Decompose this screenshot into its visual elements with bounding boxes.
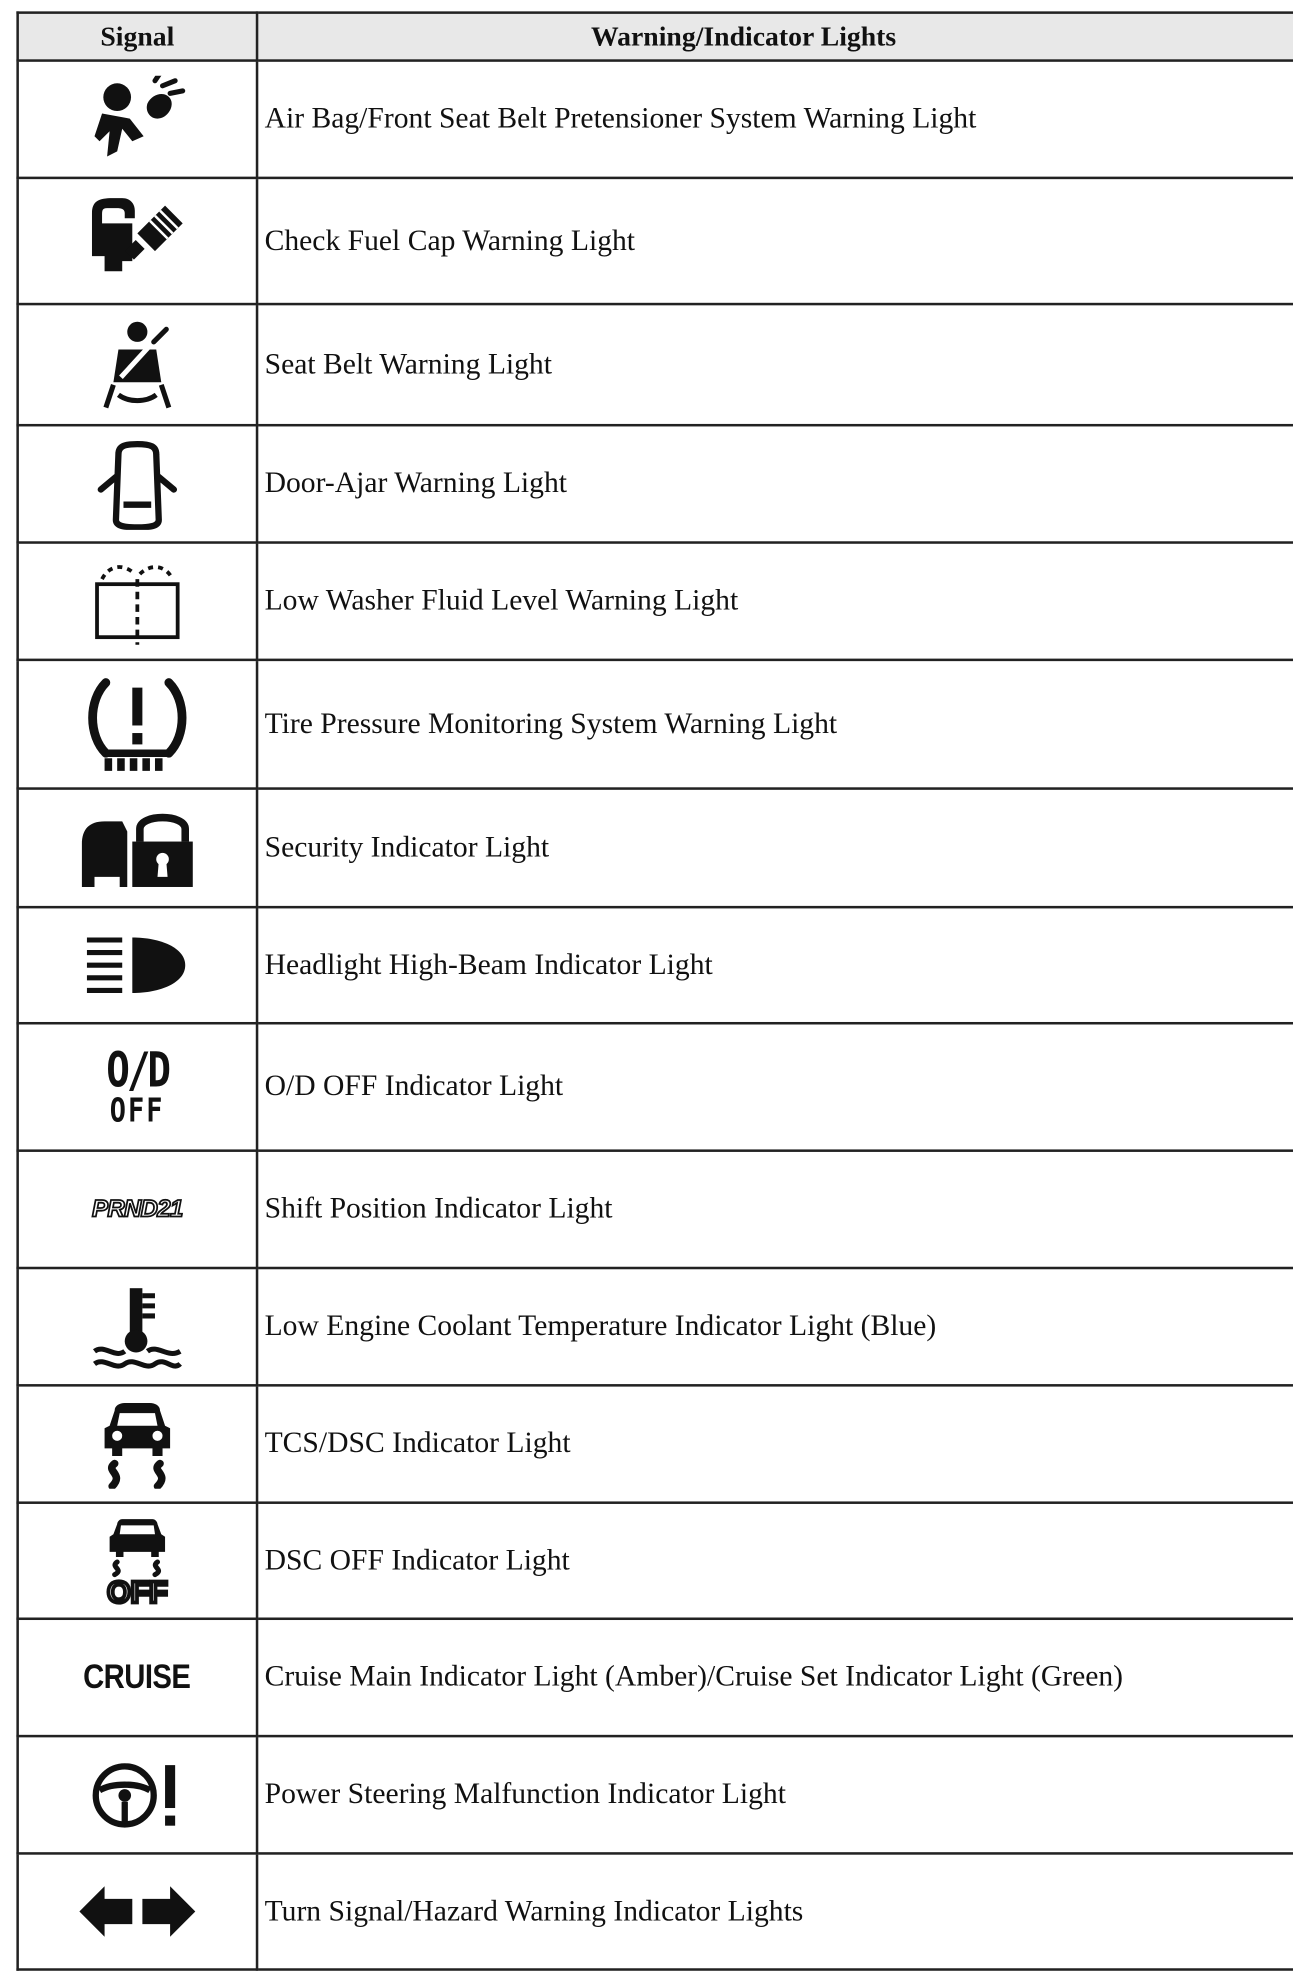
description-cell: Security Indicator Light xyxy=(257,789,1293,908)
signal-cell xyxy=(18,660,257,789)
table-row xyxy=(18,907,1293,1023)
description-cell: Seat Belt Warning Light xyxy=(257,304,1293,425)
power-steering-icon xyxy=(89,1759,185,1830)
signal-cell xyxy=(18,1853,257,1969)
airbag-icon xyxy=(87,75,188,163)
od-glyph-line2: OFF xyxy=(109,1092,165,1131)
signal-cell xyxy=(18,907,257,1023)
table-row xyxy=(18,543,1293,660)
dsc-off-icon xyxy=(89,1517,185,1605)
signal-cell xyxy=(18,1503,257,1619)
description-cell: Turn Signal/Hazard Warning Indicator Lights xyxy=(257,1853,1293,1969)
table-row xyxy=(18,1619,1293,1736)
seat-belt-icon xyxy=(93,319,181,410)
signal-cell xyxy=(18,61,257,178)
signal-cell xyxy=(18,1619,257,1736)
description-cell: TCS/DSC Indicator Light xyxy=(257,1385,1293,1502)
table-row xyxy=(18,425,1293,542)
signal-cell xyxy=(18,1385,257,1502)
table-row xyxy=(18,660,1293,789)
table-row xyxy=(18,304,1293,425)
turn-signal-icon xyxy=(77,1884,198,1940)
signal-cell xyxy=(18,1736,257,1853)
description-cell: Tire Pressure Monitoring System Warning Light xyxy=(257,660,1293,789)
od-off-icon xyxy=(106,1042,169,1131)
signal-cell xyxy=(18,178,257,304)
description-cell: Door-Ajar Warning Light xyxy=(257,425,1293,542)
description-cell: Check Fuel Cap Warning Light xyxy=(257,178,1293,304)
dsc-off-glyph: OFF xyxy=(107,1576,168,1605)
table-row xyxy=(18,1151,1293,1268)
signal-column-header: Signal xyxy=(18,13,257,61)
table-row xyxy=(18,1385,1293,1502)
coolant-temp-icon xyxy=(89,1283,185,1371)
description-cell: Low Washer Fluid Level Warning Light xyxy=(257,543,1293,660)
table-row xyxy=(18,1268,1293,1385)
description-cell: O/D OFF Indicator Light xyxy=(257,1023,1293,1150)
tire-pressure-icon xyxy=(83,675,191,773)
table-row xyxy=(18,61,1293,178)
signal-cell xyxy=(18,304,257,425)
description-cell: Air Bag/Front Seat Belt Pretensioner System Warning Light xyxy=(257,61,1293,178)
description-cell: Power Steering Malfunction Indicator Light xyxy=(257,1736,1293,1853)
signal-cell xyxy=(18,1151,257,1268)
tcs-dsc-icon xyxy=(97,1400,178,1488)
table-row xyxy=(18,1023,1293,1150)
high-beam-icon xyxy=(84,932,190,998)
table-row xyxy=(18,789,1293,908)
warning-lights-table xyxy=(16,11,1293,1970)
description-cell: Low Engine Coolant Temperature Indicator Light (Blue) xyxy=(257,1268,1293,1385)
signal-cell xyxy=(18,543,257,660)
description-column-header: Warning/Indicator Lights xyxy=(257,13,1293,61)
door-ajar-icon xyxy=(93,438,181,529)
cruise-icon: CRUISE xyxy=(83,1657,191,1696)
table-row xyxy=(18,178,1293,304)
description-cell: Headlight High-Beam Indicator Light xyxy=(257,907,1293,1023)
security-icon xyxy=(77,806,198,889)
signal-cell xyxy=(18,1023,257,1150)
table-row xyxy=(18,1736,1293,1853)
table-row xyxy=(18,1853,1293,1969)
shift-position-icon: PRND21 xyxy=(91,1195,183,1222)
description-cell: Cruise Main Indicator Light (Amber)/Cruise Set Indicator Light (Green) xyxy=(257,1619,1293,1736)
washer-fluid-icon xyxy=(87,556,188,647)
table-row xyxy=(18,1503,1293,1619)
description-cell: DSC OFF Indicator Light xyxy=(257,1503,1293,1619)
signal-cell xyxy=(18,789,257,908)
od-glyph-line1: O/D xyxy=(106,1042,169,1098)
signal-cell xyxy=(18,1268,257,1385)
description-cell: Shift Position Indicator Light xyxy=(257,1151,1293,1268)
table-header-row xyxy=(18,13,1293,61)
signal-cell xyxy=(18,425,257,542)
fuel-cap-icon xyxy=(87,196,188,287)
